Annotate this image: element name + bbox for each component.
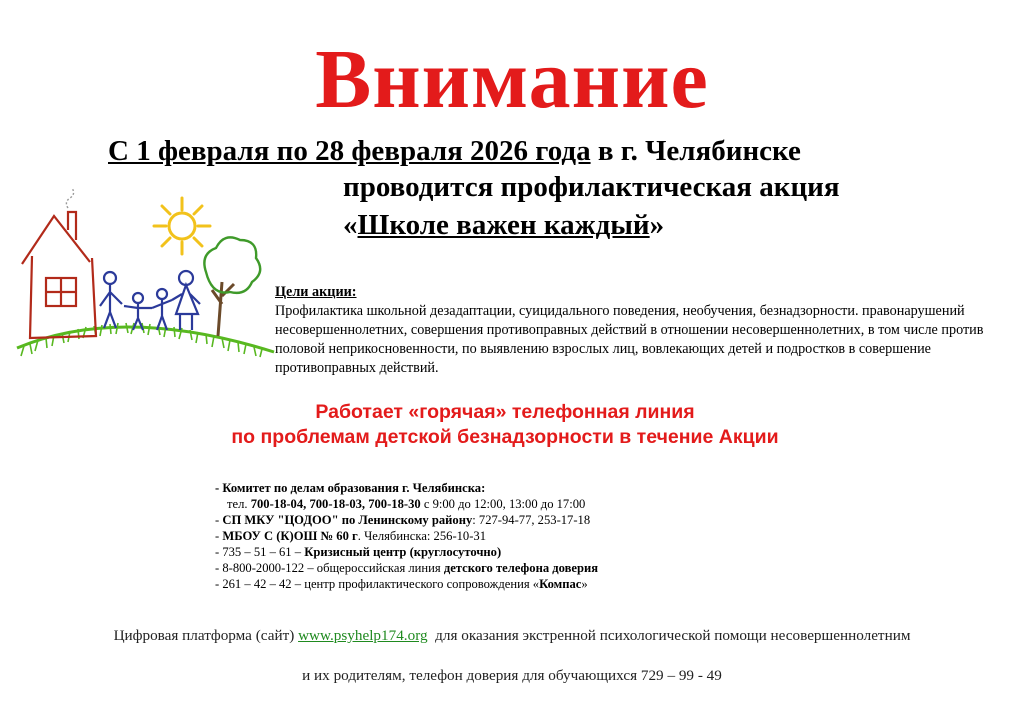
contact-item: - МБОУ С (К)ОШ № 60 г. Челябинска: 256-10-31 [215, 529, 487, 543]
hotline-line-2: по проблемам детской безнадзорности в течение Акции [231, 426, 779, 448]
chimney-smoke [66, 188, 73, 208]
goals-title: Цели акции: [275, 284, 357, 300]
house-drawing [22, 212, 96, 338]
contact-item: - 735 – 51 – 61 – Кризисный центр (круглосуточно) [215, 545, 502, 559]
campaign-name: Школе важен каждый [357, 209, 650, 241]
tree-drawing [204, 237, 260, 336]
family-house-drawing [12, 186, 282, 366]
contact-item: тел. 700-18-04, 700-18-03, 700-18-30 с 9:00 до 12:00, 13:00 до 17:00 [227, 497, 586, 511]
hotline-line-1: Работает «горячая» телефонная линия [315, 401, 695, 423]
sun-icon [154, 198, 210, 254]
parents-trust-line: и их родителям, телефон доверия для обучающихся 729 – 99 - 49 [302, 667, 722, 684]
campaign-goals [275, 283, 1015, 378]
campaign-intro-line: проводится профилактическая акция [343, 171, 840, 203]
close-quote: » [649, 209, 665, 241]
contact-item: - Комитет по делам образования г. Челябинска: [215, 481, 486, 495]
family-figures [100, 271, 200, 330]
goals-text: Профилактика школьной дезадаптации, суицидального поведения, необучения, безнадзорности. правонарушений несовершеннолетних, совершения противоправных действий в отношении несовершеннолетних, в том числе против половой неприкосновенности, по выявлению взрослых лиц, вовлекающих детей и подростков в совершение противоправных действий. [275, 303, 984, 376]
campaign-name-line [343, 208, 664, 242]
contact-item: - СП МКУ "ЦОДОО" по Ленинскому району: 727-94-77, 253-17-18 [215, 513, 591, 527]
contact-item: - 261 – 42 – 42 – центр профилактического сопровождения «Компас» [215, 577, 588, 591]
page-title: Внимание [315, 33, 709, 126]
open-quote: « [343, 209, 358, 241]
hill-outline [17, 327, 274, 352]
hotline-announcement [0, 400, 1010, 450]
platform-line: Цифровая платформа (сайт) www.psyhelp174.org для оказания экстренной психологической помощи несовершеннолетним [113, 627, 911, 644]
campaign-dates-line [108, 134, 801, 168]
platform-link[interactable]: www.psyhelp174.org [298, 627, 428, 644]
contacts-list [215, 480, 598, 592]
campaign-city: в г. Челябинске [590, 135, 801, 167]
contact-item: - 8-800-2000-122 – общероссийская линия детского телефона доверия [215, 561, 599, 575]
campaign-dates: С 1 февраля по 28 февраля 2026 года [108, 135, 591, 167]
